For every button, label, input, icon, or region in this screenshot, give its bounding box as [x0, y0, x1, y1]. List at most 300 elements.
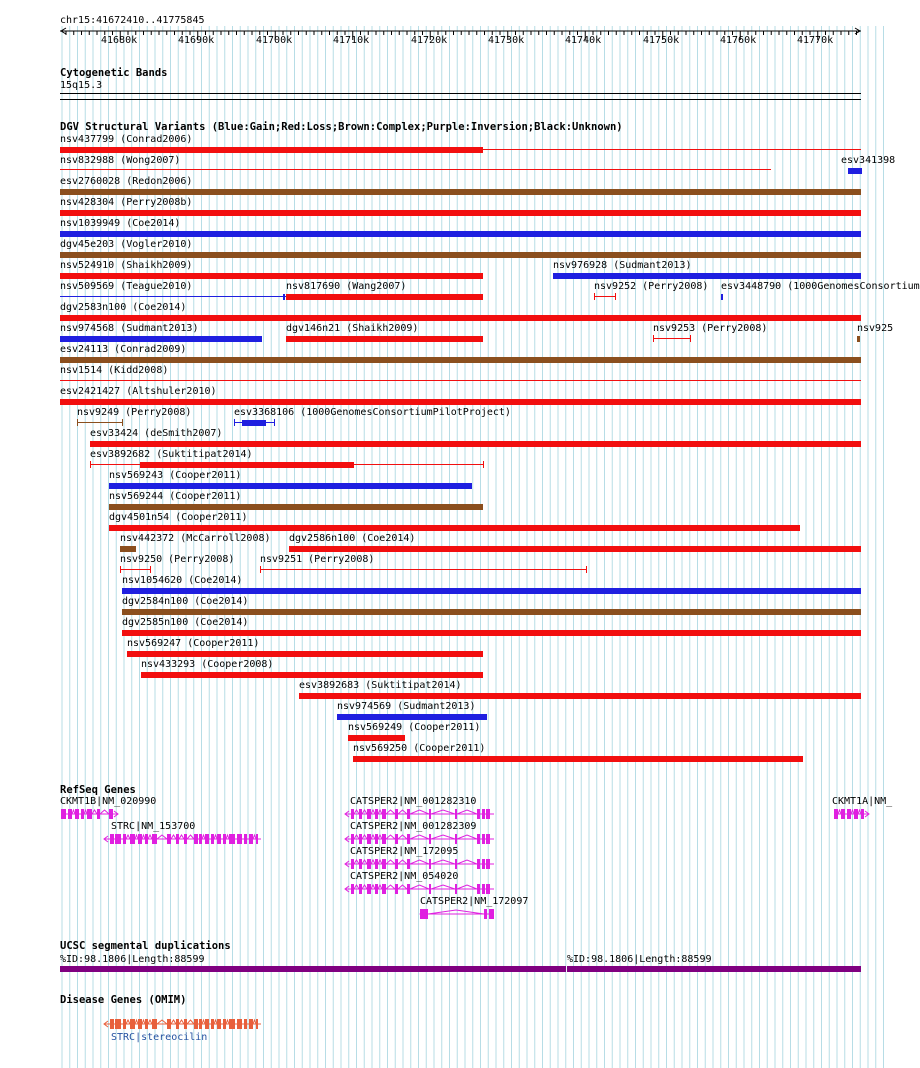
dgv-variant-feature[interactable]	[848, 168, 862, 174]
refseq-gene-catsper2[interactable]	[339, 857, 500, 871]
intron	[428, 910, 484, 914]
exon	[244, 834, 247, 844]
dgv-variant-label[interactable]: nsv437799 (Conrad2006)	[60, 134, 193, 145]
dgv-variant-feature[interactable]	[122, 419, 123, 426]
intron	[84, 810, 87, 814]
exon	[455, 834, 457, 844]
intron	[187, 1020, 194, 1024]
intron	[410, 835, 429, 839]
dgv-variant-label[interactable]: nsv569244 (Cooper2011)	[109, 491, 242, 502]
dgv-variant-feature[interactable]	[60, 380, 861, 381]
dgv-variant-feature[interactable]	[234, 419, 235, 426]
position-label: chr15:41672410..41775845	[60, 15, 205, 26]
dgv-variant-feature[interactable]	[283, 294, 285, 300]
exon	[217, 1019, 221, 1029]
intron	[100, 810, 109, 814]
exon	[429, 859, 431, 869]
intron	[157, 1020, 167, 1024]
exon	[68, 809, 72, 819]
exon	[194, 834, 198, 844]
dgv-variant-label[interactable]: nsv9253 (Perry2008)	[653, 323, 768, 334]
exon	[375, 809, 378, 819]
dgv-variant-label[interactable]: nsv832988 (Wong2007)	[60, 155, 181, 166]
segdup-track-title: UCSC segmental duplications	[60, 940, 231, 952]
exon	[184, 834, 187, 844]
dgv-variant-label[interactable]: nsv1514 (Kidd2008)	[60, 365, 169, 376]
refseq-gene-label[interactable]: CKMT1A|NM_	[832, 796, 893, 807]
intron	[851, 810, 854, 814]
dgv-variant-feature[interactable]	[122, 630, 861, 636]
intron	[354, 885, 359, 889]
exon	[256, 1019, 258, 1029]
dgv-variant-feature[interactable]	[141, 672, 483, 678]
intron	[214, 1020, 217, 1024]
dgv-variant-feature[interactable]	[594, 296, 615, 297]
intron	[371, 860, 375, 864]
dgv-variant-label[interactable]: nsv9252 (Perry2008)	[594, 281, 709, 292]
dgv-variant-feature[interactable]	[348, 735, 405, 741]
refseq-gene-label[interactable]: CKMT1B|NM_020990	[60, 796, 157, 807]
exon	[482, 859, 485, 869]
exon	[130, 834, 135, 844]
exon	[249, 834, 253, 844]
intron	[253, 835, 256, 839]
exon	[61, 809, 66, 819]
exon	[359, 884, 362, 894]
dgv-variant-feature[interactable]	[90, 461, 91, 468]
intron	[431, 810, 455, 814]
refseq-gene-label[interactable]: CATSPER2|NM_001282309	[350, 821, 477, 832]
omim-gene-label[interactable]: STRC|stereocilin	[111, 1032, 208, 1043]
dgv-variant-label[interactable]: nsv974568 (Sudmant2013)	[60, 323, 199, 334]
intron	[410, 885, 429, 889]
exon	[367, 834, 371, 844]
exon	[861, 809, 864, 819]
exon	[359, 809, 362, 819]
exon	[420, 909, 428, 919]
dgv-variant-feature[interactable]	[60, 189, 861, 195]
segdup-feature[interactable]	[60, 966, 566, 972]
dgv-variant-label[interactable]: nsv428304 (Perry2008b)	[60, 197, 193, 208]
exon	[395, 834, 398, 844]
intron	[354, 835, 359, 839]
intron	[362, 835, 367, 839]
intron	[179, 835, 184, 839]
dgv-variant-label[interactable]: nsv925	[857, 323, 894, 334]
dgv-variant-feature[interactable]	[120, 569, 150, 570]
intron	[371, 885, 375, 889]
exon	[123, 1019, 126, 1029]
dgv-variant-feature[interactable]	[60, 252, 861, 258]
dgv-variant-label[interactable]: esv341398	[841, 155, 896, 166]
exon	[477, 834, 480, 844]
dgv-variant-label[interactable]: nsv524910 (Shaikh2009)	[60, 260, 193, 271]
exon	[123, 834, 126, 844]
exon	[199, 1019, 202, 1029]
dgv-variant-feature[interactable]	[122, 609, 861, 615]
exon	[237, 834, 242, 844]
dgv-variant-feature[interactable]	[586, 566, 587, 573]
exon	[489, 909, 492, 919]
intron	[142, 1020, 145, 1024]
dgv-variant-label[interactable]: nsv974569 (Sudmant2013)	[337, 701, 476, 712]
refseq-gene-label[interactable]: CATSPER2|NM_001282310	[350, 796, 477, 807]
exon	[375, 884, 378, 894]
exon	[205, 1019, 209, 1029]
exon	[486, 859, 490, 869]
dgv-variant-feature[interactable]	[60, 273, 483, 279]
omim-gene-strc[interactable]	[98, 1017, 267, 1031]
intron	[431, 835, 455, 839]
exon	[81, 809, 84, 819]
exon	[87, 809, 92, 819]
intron	[362, 885, 367, 889]
intron	[171, 1020, 176, 1024]
refseq-gene-catsper2[interactable]	[339, 832, 500, 846]
intron	[126, 1020, 130, 1024]
dgv-variant-feature[interactable]	[289, 546, 861, 552]
dgv-variant-feature[interactable]	[77, 422, 122, 423]
exon	[351, 834, 354, 844]
dgv-variant-feature[interactable]	[653, 335, 654, 342]
dgv-variant-label[interactable]: esv24113 (Conrad2009)	[60, 344, 187, 355]
dgv-variant-feature[interactable]	[242, 420, 266, 426]
refseq-gene-label[interactable]: CATSPER2|NM_172097	[420, 896, 529, 907]
cytoband-title: Cytogenetic Bands	[60, 67, 168, 79]
exon	[382, 809, 386, 819]
exon	[249, 1019, 253, 1029]
intron	[92, 810, 97, 814]
dgv-variant-label[interactable]: nsv569243 (Cooper2011)	[109, 470, 242, 481]
refseq-gene-label[interactable]: CATSPER2|NM_172095	[350, 846, 459, 857]
cytoband-label: 15q15.3	[60, 80, 103, 91]
intron	[386, 835, 395, 839]
dgv-variant-feature[interactable]	[150, 566, 151, 573]
intron	[410, 860, 429, 864]
cytoband-line	[60, 99, 861, 100]
ruler-tick-label: 41740k	[565, 35, 602, 46]
exon	[351, 809, 354, 819]
exon	[455, 859, 457, 869]
refseq-gene-ckmt1b[interactable]	[55, 807, 124, 821]
omim-track-title: Disease Genes (OMIM)	[60, 994, 187, 1006]
exon	[97, 809, 100, 819]
exon	[167, 1019, 171, 1029]
dgv-variant-label[interactable]: dgv45e203 (Vogler2010)	[60, 239, 193, 250]
intron	[378, 810, 382, 814]
exon	[176, 1019, 179, 1029]
exon	[382, 834, 386, 844]
exon	[167, 834, 171, 844]
exon	[75, 809, 79, 819]
exon	[256, 834, 258, 844]
intron	[202, 835, 205, 839]
dgv-variant-label[interactable]: nsv509569 (Teague2010)	[60, 281, 193, 292]
dgv-variant-label[interactable]: nsv433293 (Cooper2008)	[141, 659, 274, 670]
dgv-variant-label[interactable]: nsv1039949 (Coe2014)	[60, 218, 181, 229]
dgv-variant-feature[interactable]	[653, 338, 690, 339]
intron	[135, 835, 138, 839]
exon	[407, 884, 410, 894]
dgv-variant-feature[interactable]	[60, 231, 861, 237]
intron	[378, 860, 382, 864]
dgv-variant-feature[interactable]	[120, 566, 121, 573]
segdup-label: %ID:98.1806|Length:88599	[60, 954, 205, 965]
dgv-variant-feature[interactable]	[721, 294, 723, 300]
dgv-variant-feature[interactable]	[120, 546, 136, 552]
intron	[135, 1020, 138, 1024]
ruler-tick-label: 41760k	[720, 35, 757, 46]
dgv-variant-feature[interactable]	[127, 651, 483, 657]
ruler-tick-label: 41730k	[488, 35, 525, 46]
dgv-variant-label[interactable]: esv2421427 (Altshuler2010)	[60, 386, 217, 397]
exon	[194, 1019, 198, 1029]
exon	[395, 809, 398, 819]
dgv-variant-label[interactable]: nsv9251 (Perry2008)	[260, 554, 375, 565]
dgv-variant-feature[interactable]	[109, 525, 800, 531]
exon	[841, 809, 845, 819]
dgv-variant-label[interactable]: dgv2584n100 (Coe2014)	[122, 596, 249, 607]
exon	[223, 834, 226, 844]
intron	[202, 1020, 205, 1024]
dgv-variant-feature[interactable]	[615, 293, 616, 300]
dgv-variant-label[interactable]: esv3892682 (Suktitipat2014)	[90, 449, 253, 460]
intron	[126, 835, 130, 839]
intron	[457, 810, 477, 814]
intron	[378, 835, 382, 839]
dgv-variant-label[interactable]: esv33424 (deSmith2007)	[90, 428, 223, 439]
refseq-gene-strc[interactable]	[98, 832, 267, 846]
dgv-variant-feature[interactable]	[286, 336, 483, 342]
intron	[378, 885, 382, 889]
exon	[429, 884, 431, 894]
dgv-variant-label[interactable]: dgv2583n100 (Coe2014)	[60, 302, 187, 313]
intron	[226, 835, 229, 839]
intron	[362, 810, 367, 814]
dgv-variant-label[interactable]: nsv569247 (Cooper2011)	[127, 638, 260, 649]
refseq-gene-label[interactable]: CATSPER2|NM_054020	[350, 871, 459, 882]
exon	[486, 834, 490, 844]
exon	[109, 809, 113, 819]
dgv-variant-feature[interactable]	[109, 504, 483, 510]
dgv-variant-feature[interactable]	[483, 461, 484, 468]
dgv-variant-feature[interactable]	[60, 357, 861, 363]
intron	[354, 810, 359, 814]
exon	[375, 859, 378, 869]
exon	[110, 834, 114, 844]
exon	[152, 834, 157, 844]
intron	[431, 885, 455, 889]
dgv-variant-feature[interactable]	[60, 336, 262, 342]
dgv-variant-feature[interactable]	[60, 147, 483, 153]
exon	[244, 1019, 247, 1029]
dgv-variant-label[interactable]: nsv442372 (McCarroll2008)	[120, 533, 271, 544]
ruler-tick-label: 41720k	[411, 35, 448, 46]
refseq-track-title: RefSeq Genes	[60, 784, 136, 796]
dgv-variant-label[interactable]: nsv569249 (Cooper2011)	[348, 722, 481, 733]
exon	[145, 834, 148, 844]
dgv-variant-feature[interactable]	[60, 210, 861, 216]
intron	[457, 835, 477, 839]
exon	[455, 884, 457, 894]
exon	[184, 1019, 187, 1029]
ruler-tick-label: 41690k	[178, 35, 215, 46]
intron	[398, 835, 407, 839]
exon	[138, 1019, 142, 1029]
ruler-tick-label: 41750k	[643, 35, 680, 46]
intron	[362, 860, 367, 864]
dgv-variant-label[interactable]: dgv2586n100 (Coe2014)	[289, 533, 416, 544]
dgv-variant-feature[interactable]	[483, 149, 861, 150]
exon	[395, 859, 398, 869]
dgv-variant-label[interactable]: nsv1054620 (Coe2014)	[122, 575, 243, 586]
exon	[407, 859, 410, 869]
exon	[359, 859, 362, 869]
dgv-variant-feature[interactable]	[60, 315, 861, 321]
intron	[386, 885, 395, 889]
segdup-label: %ID:98.1806|Length:88599	[567, 954, 712, 965]
segdup-feature[interactable]	[567, 966, 861, 972]
dgv-variant-label[interactable]: esv3448790 (1000GenomesConsortium	[721, 281, 920, 292]
ruler-tick-label: 41680k	[101, 35, 138, 46]
exon	[486, 809, 490, 819]
exon	[482, 834, 485, 844]
intron	[187, 835, 194, 839]
exon	[477, 809, 480, 819]
exon	[477, 859, 480, 869]
exon	[854, 809, 858, 819]
cytoband-line	[60, 93, 861, 94]
dgv-track-title: DGV Structural Variants (Blue:Gain;Red:Loss;Brown:Complex;Purple:Inversion;Black:Unknown)	[60, 121, 623, 133]
exon	[375, 834, 378, 844]
exon	[382, 884, 386, 894]
dgv-variant-feature[interactable]	[77, 419, 78, 426]
intron	[354, 860, 359, 864]
dgv-variant-feature[interactable]	[140, 462, 354, 468]
intron	[142, 835, 145, 839]
exon	[205, 834, 209, 844]
dgv-variant-feature[interactable]	[337, 714, 487, 720]
dgv-variant-feature[interactable]	[60, 399, 861, 405]
exon	[429, 834, 431, 844]
dgv-variant-feature[interactable]	[857, 336, 860, 342]
dgv-variant-feature[interactable]	[90, 464, 483, 465]
intron	[838, 810, 841, 814]
refseq-gene-ckmt1a[interactable]	[828, 807, 875, 821]
exon	[484, 909, 487, 919]
dgv-variant-feature[interactable]	[353, 756, 803, 762]
refseq-gene-label[interactable]: STRC|NM_153700	[111, 821, 196, 832]
dgv-variant-label[interactable]: esv3892683 (Suktitipat2014)	[299, 680, 462, 691]
dgv-variant-feature[interactable]	[286, 294, 483, 300]
exon	[115, 1019, 121, 1029]
exon	[359, 834, 362, 844]
refseq-gene-catsper2[interactable]	[339, 807, 500, 821]
exon	[367, 809, 371, 819]
intron	[457, 860, 477, 864]
refseq-gene-catsper2[interactable]	[339, 882, 500, 896]
exon	[145, 1019, 148, 1029]
intron	[148, 835, 152, 839]
intron	[398, 810, 407, 814]
intron	[858, 810, 861, 814]
dgv-variant-label[interactable]: dgv4501n54 (Cooper2011)	[109, 512, 248, 523]
intron	[253, 1020, 256, 1024]
dgv-variant-label[interactable]: nsv569250 (Cooper2011)	[353, 743, 486, 754]
exon	[834, 809, 838, 819]
exon	[382, 859, 386, 869]
intron	[386, 860, 395, 864]
refseq-gene-catsper2-short[interactable]	[414, 907, 500, 921]
intron	[371, 810, 375, 814]
intron	[171, 835, 176, 839]
exon	[229, 1019, 235, 1029]
exon	[351, 859, 354, 869]
dgv-variant-label[interactable]: nsv9249 (Perry2008)	[77, 407, 192, 418]
exon	[492, 909, 494, 919]
dgv-variant-feature[interactable]	[299, 693, 861, 699]
exon	[395, 884, 398, 894]
exon	[367, 859, 371, 869]
intron	[72, 810, 75, 814]
exon	[115, 834, 121, 844]
dgv-variant-feature[interactable]	[260, 566, 261, 573]
intron	[410, 810, 429, 814]
intron	[431, 860, 455, 864]
exon	[407, 809, 410, 819]
exon	[110, 1019, 114, 1029]
ruler-tick-label: 41700k	[256, 35, 293, 46]
dgv-variant-feature[interactable]	[274, 419, 275, 426]
dgv-variant-label[interactable]: nsv976928 (Sudmant2013)	[553, 260, 692, 271]
exon	[367, 884, 371, 894]
dgv-variant-feature[interactable]	[90, 441, 861, 447]
intron	[214, 835, 217, 839]
intron	[179, 1020, 184, 1024]
exon	[477, 884, 480, 894]
exon	[486, 884, 490, 894]
exon	[176, 834, 179, 844]
intron	[398, 885, 407, 889]
exon	[429, 809, 431, 819]
exon	[211, 1019, 214, 1029]
dgv-variant-label[interactable]: dgv146n21 (Shaikh2009)	[286, 323, 419, 334]
dgv-variant-feature[interactable]	[60, 169, 771, 170]
dgv-variant-feature[interactable]	[260, 569, 586, 570]
dgv-variant-feature[interactable]	[60, 296, 284, 297]
dgv-variant-feature[interactable]	[690, 335, 691, 342]
intron	[148, 1020, 152, 1024]
exon	[211, 834, 214, 844]
dgv-variant-feature[interactable]	[594, 293, 595, 300]
exon	[152, 1019, 157, 1029]
exon	[130, 1019, 135, 1029]
exon	[482, 884, 485, 894]
dgv-variant-label[interactable]: nsv9250 (Perry2008)	[120, 554, 235, 565]
ruler-tick-label: 41770k	[797, 35, 834, 46]
dgv-variant-label[interactable]: esv2760028 (Redon2006)	[60, 176, 193, 187]
exon	[217, 834, 221, 844]
dgv-variant-feature[interactable]	[553, 273, 861, 279]
dgv-variant-feature[interactable]	[109, 483, 472, 489]
intron	[398, 860, 407, 864]
exon	[455, 809, 457, 819]
dgv-variant-label[interactable]: dgv2585n100 (Coe2014)	[122, 617, 249, 628]
dgv-variant-label[interactable]: esv3368106 (1000GenomesConsortiumPilotProject)	[234, 407, 511, 418]
dgv-variant-feature[interactable]	[122, 588, 861, 594]
exon	[847, 809, 851, 819]
dgv-variant-label[interactable]: nsv817690 (Wang2007)	[286, 281, 407, 292]
